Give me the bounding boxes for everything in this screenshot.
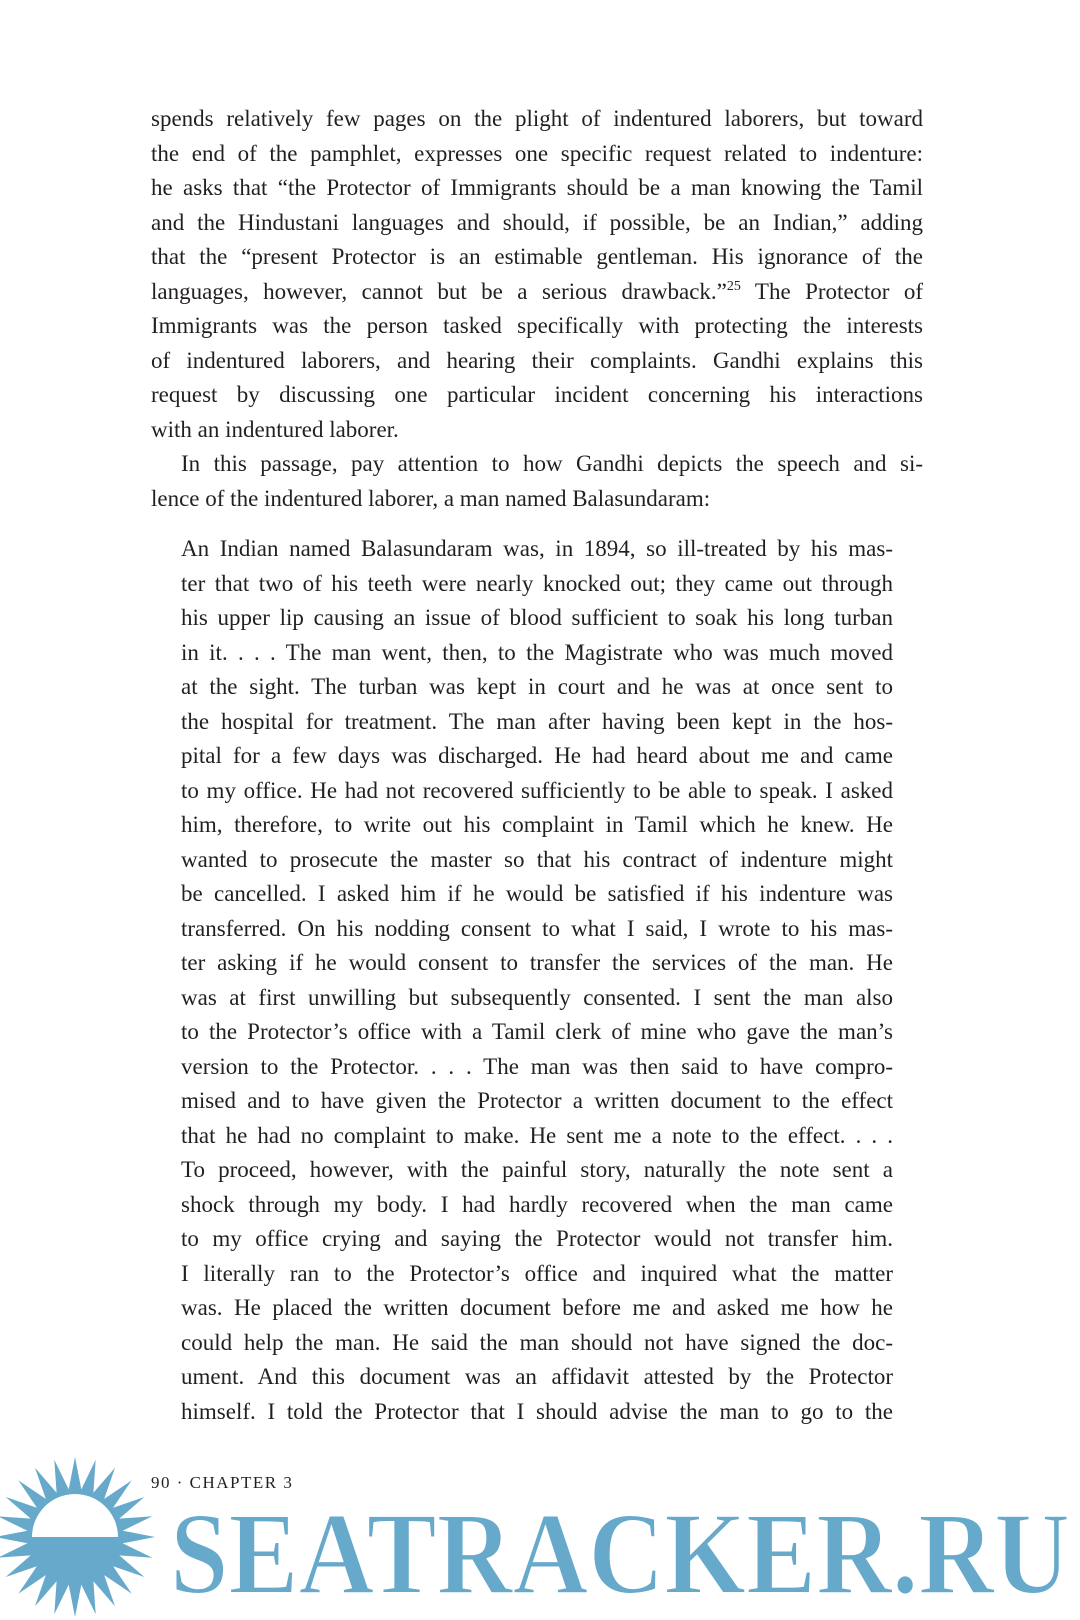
text-line: ter that two of his teeth were nearly knocked out; they came out through [181, 570, 893, 596]
body-paragraph [151, 102, 923, 516]
text-line: he asks that “the Protector of Immigrants should be a man knowing the Tamil [151, 175, 923, 200]
text-line: mised and to have given the Protector a written document to the effect [181, 1088, 893, 1113]
text-span: languages, however, cannot but be a serious drawback.” [151, 278, 727, 304]
text-line: was. He placed the written document before me and asked me how he [181, 1295, 893, 1320]
text-line: him, therefore, to write out his complaint in Tamil which he knew. He [181, 812, 893, 837]
watermark-text: SEATRACKER.RU [170, 1488, 1070, 1619]
text-line: spends relatively few pages on the plight of indentured laborers, but toward [151, 106, 923, 131]
text-line: his upper lip causing an issue of blood sufficient to soak his long turban [181, 605, 893, 630]
text-line: be cancelled. I asked him if he would be satisfied if his indenture was [181, 881, 893, 906]
text-span: The Protector of [740, 278, 923, 304]
footnote-marker[interactable]: 25 [726, 278, 741, 294]
text-line: An Indian named Balasundaram was, in 1894, so ill-treated by his mas- [181, 536, 893, 561]
text-line: Immigrants was the person tasked specifically with protecting the interests [151, 313, 923, 338]
text-line: I literally ran to the Protector’s office and inquired what the matter [181, 1260, 893, 1286]
text-line: shock through my body. I had hardly recovered when the man came [181, 1191, 893, 1217]
text-line: to the Protector’s office with a Tamil clerk of mine who gave the man’s [181, 1019, 893, 1044]
text-line-with-footnote [151, 275, 923, 310]
text-line: In this passage, pay attention to how Gandhi depicts the speech and si- [181, 451, 923, 476]
text-line: himself. I told the Protector that I should advise the man to go to the [181, 1398, 893, 1424]
text-line: with an indentured laborer. [151, 416, 399, 442]
text-line: that he had no complaint to make. He sent me a note to the effect. . . . [181, 1122, 893, 1148]
text-line: was at first unwilling but subsequently consented. I sent the man also [181, 984, 893, 1010]
text-line: the hospital for treatment. The man after having been kept in the hos- [181, 708, 893, 734]
text-line: that the “present Protector is an estimable gentleman. His ignorance of the [151, 244, 923, 269]
text-line: to my office. He had not recovered sufficiently to be able to speak. I asked [181, 777, 893, 803]
text-line: transferred. On his nodding consent to what I said, I wrote to his mas- [181, 915, 893, 941]
text-line: request by discussing one particular incident concerning his interactions [151, 382, 923, 407]
text-line: lence of the indentured laborer, a man named Balasundaram: [151, 485, 711, 511]
text-line: version to the Protector. . . . The man was then said to have compro- [181, 1053, 893, 1079]
text-line: wanted to prosecute the master so that his contract of indenture might [181, 846, 893, 872]
text-line: the end of the pamphlet, expresses one specific request related to indenture: [151, 140, 923, 166]
text-line: pital for a few days was discharged. He had heard about me and came [181, 743, 893, 768]
text-line: To proceed, however, with the painful story, naturally the note sent a [181, 1157, 893, 1182]
text-line: could help the man. He said the man should not have signed the doc- [181, 1329, 893, 1355]
text-line: in it. . . . The man went, then, to the Magistrate who was much moved [181, 639, 893, 665]
sun-icon [0, 1457, 155, 1617]
text-line: of indentured laborers, and hearing their complaints. Gandhi explains this [151, 347, 923, 373]
text-line: ter asking if he would consent to transfer the services of the man. He [181, 950, 893, 975]
page-footer: 90 · CHAPTER 3 [151, 1473, 294, 1492]
watermark-logo [0, 1455, 1080, 1620]
text-line: ument. And this document was an affidavit attested by the Protector [181, 1364, 893, 1389]
block-quote [181, 532, 893, 1429]
text-line: at the sight. The turban was kept in court and he was at once sent to [181, 674, 893, 699]
text-line: and the Hindustani languages and should, if possible, be an Indian,” adding [151, 209, 923, 235]
text-line: to my office crying and saying the Protector would not transfer him. [181, 1226, 893, 1251]
